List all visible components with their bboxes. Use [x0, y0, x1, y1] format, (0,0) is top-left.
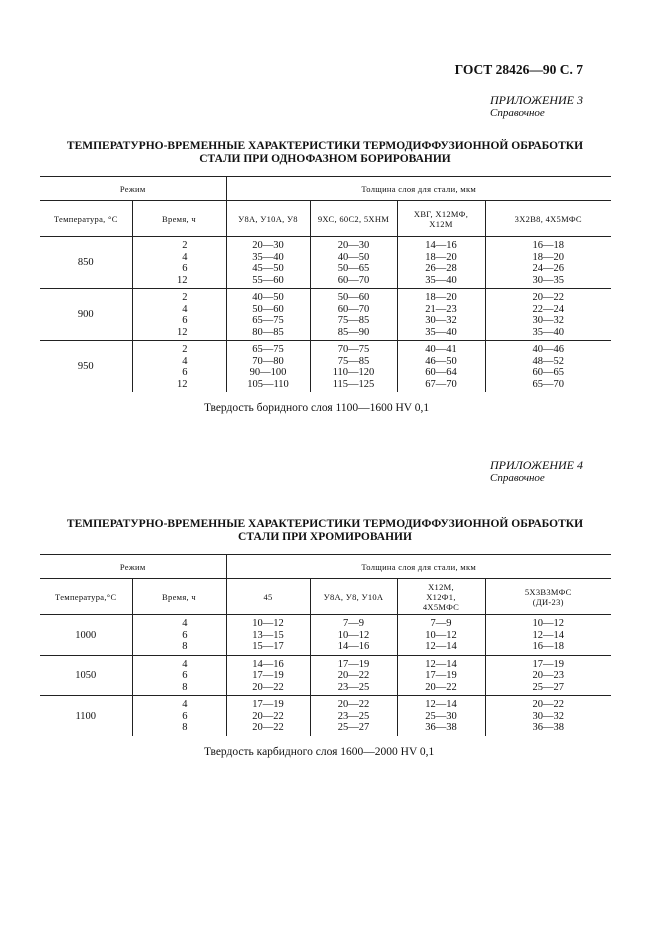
header-mode: Режим: [119, 561, 146, 572]
appendix-4-title: ПРИЛОЖЕНИЕ 4: [490, 458, 583, 472]
time-cell: 2 4 6 12: [132, 341, 226, 393]
table-row: [40, 615, 611, 656]
header-steel-1: У8А, У10А, У8: [226, 201, 310, 237]
steel-4-cell: 20—22 22—24 30—32 35—40: [485, 289, 611, 341]
header-thickness: Толщина слоя для стали, мкм: [226, 177, 611, 201]
header-steel-3: ХВГ, Х12МФ, Х12М: [397, 201, 485, 237]
appendix-3-sublabel: Справочное: [490, 107, 545, 119]
table-header-group-row: [40, 177, 611, 201]
steel-4-cell: 17—19 20—23 25—27: [485, 655, 611, 696]
time-cell: 4 6 8: [132, 615, 226, 656]
steel-1-cell: 14—16 17—19 20—22: [226, 655, 310, 696]
table-4-title-line1: ТЕМПЕРАТУРНО-ВРЕМЕННЫЕ ХАРАКТЕРИСТИКИ ТЕРМОДИФФУЗИОННОЙ ОБРАБОТКИ: [66, 518, 584, 530]
steel-2-cell: 70—75 75—85 110—120 115—125: [310, 341, 397, 393]
table-3-title-line1: ТЕМПЕРАТУРНО-ВРЕМЕННЫЕ ХАРАКТЕРИСТИКИ ТЕРМОДИФФУЗИОННОЙ ОБРАБОТКИ: [66, 140, 584, 152]
steel-1-cell: 20—30 35—40 45—50 55—60: [226, 237, 310, 289]
steel-3-cell: 12—14 25—30 36—38: [397, 696, 485, 736]
steel-3-cell: 7—9 10—12 12—14: [397, 615, 485, 656]
steel-4-cell: 40—46 48—52 60—65 65—70: [485, 341, 611, 393]
header-temperature: Температура, °С: [53, 213, 118, 224]
table-3-title-line2: СТАЛИ ПРИ ОДНОФАЗНОМ БОРИРОВАНИИ: [199, 152, 451, 165]
header-steel-3: Х12М, Х12Ф1, 4Х5МФС: [397, 579, 485, 615]
table-4-title: [40, 518, 610, 543]
table-row: [40, 289, 611, 341]
header-temperature: Температура,°С: [55, 591, 117, 602]
appendix-4-label: [490, 459, 583, 485]
appendix-4-sublabel: Справочное: [490, 472, 545, 484]
time-cell: 2 4 6 12: [132, 237, 226, 289]
header-steel-4: 3Х2В8, 4Х5МФС: [485, 201, 611, 237]
boride-hardness-note: Твердость боридного слоя 1100—1600 HV 0,1: [204, 402, 430, 414]
carbide-hardness-note: Твердость карбидного слоя 1600—2000 HV 0,1: [204, 746, 435, 758]
page-header: ГОСТ 28426—90 С. 7: [454, 62, 583, 77]
steel-3-cell: 40—41 46—50 60—64 67—70: [397, 341, 485, 393]
temperature-cell: 1000: [75, 629, 97, 641]
temperature-cell: 900: [77, 309, 94, 321]
steel-3-cell: 14—16 18—20 26—28 35—40: [397, 237, 485, 289]
steel-2-cell: 20—22 23—25 25—27: [310, 696, 397, 736]
header-time: Время, ч: [132, 579, 226, 615]
boriding-table: [40, 176, 611, 392]
steel-1-cell: 40—50 50—60 65—75 80—85: [226, 289, 310, 341]
steel-4-cell: 20—22 30—32 36—38: [485, 696, 611, 736]
appendix-3-label: [490, 94, 583, 120]
temperature-cell: 950: [77, 361, 94, 373]
table-row: [40, 655, 611, 696]
appendix-3-title: ПРИЛОЖЕНИЕ 3: [490, 93, 583, 107]
time-cell: 2 4 6 12: [132, 289, 226, 341]
steel-2-cell: 7—9 10—12 14—16: [310, 615, 397, 656]
chromizing-table: [40, 554, 611, 736]
temperature-cell: 850: [77, 257, 94, 269]
table-row: [40, 696, 611, 736]
steel-1-cell: 65—75 70—80 90—100 105—110: [226, 341, 310, 393]
steel-4-cell: 10—12 12—14 16—18: [485, 615, 611, 656]
table-row: [40, 341, 611, 393]
table-3-title: [40, 140, 610, 165]
steel-3-cell: 12—14 17—19 20—22: [397, 655, 485, 696]
temperature-cell: 1100: [75, 710, 97, 722]
header-steel-1: 45: [226, 579, 310, 615]
steel-2-cell: 17—19 20—22 23—25: [310, 655, 397, 696]
table-header-row: [40, 579, 611, 615]
steel-1-cell: 17—19 20—22 20—22: [226, 696, 310, 736]
steel-4-cell: 16—18 18—20 24—26 30—35: [485, 237, 611, 289]
header-thickness: Толщина слоя для стали, мкм: [226, 555, 611, 579]
table-row: [40, 237, 611, 289]
header-steel-2: У8А, У8, У10А: [310, 579, 397, 615]
steel-1-cell: 10—12 13—15 15—17: [226, 615, 310, 656]
table-header-group-row: [40, 555, 611, 579]
time-cell: 4 6 8: [132, 655, 226, 696]
table-header-row: [40, 201, 611, 237]
header-time: Время, ч: [132, 201, 226, 237]
steel-2-cell: 20—30 40—50 50—65 60—70: [310, 237, 397, 289]
steel-3-cell: 18—20 21—23 30—32 35—40: [397, 289, 485, 341]
header-steel-4: 5Х3В3МФС (ДИ-23): [485, 579, 611, 615]
table-4-title-line2: СТАЛИ ПРИ ХРОМИРОВАНИИ: [238, 530, 412, 543]
steel-2-cell: 50—60 60—70 75—85 85—90: [310, 289, 397, 341]
header-steel-2: 9ХС, 60С2, 5ХНМ: [310, 201, 397, 237]
time-cell: 4 6 8: [132, 696, 226, 736]
temperature-cell: 1050: [75, 670, 97, 681]
header-mode: Режим: [119, 183, 146, 194]
